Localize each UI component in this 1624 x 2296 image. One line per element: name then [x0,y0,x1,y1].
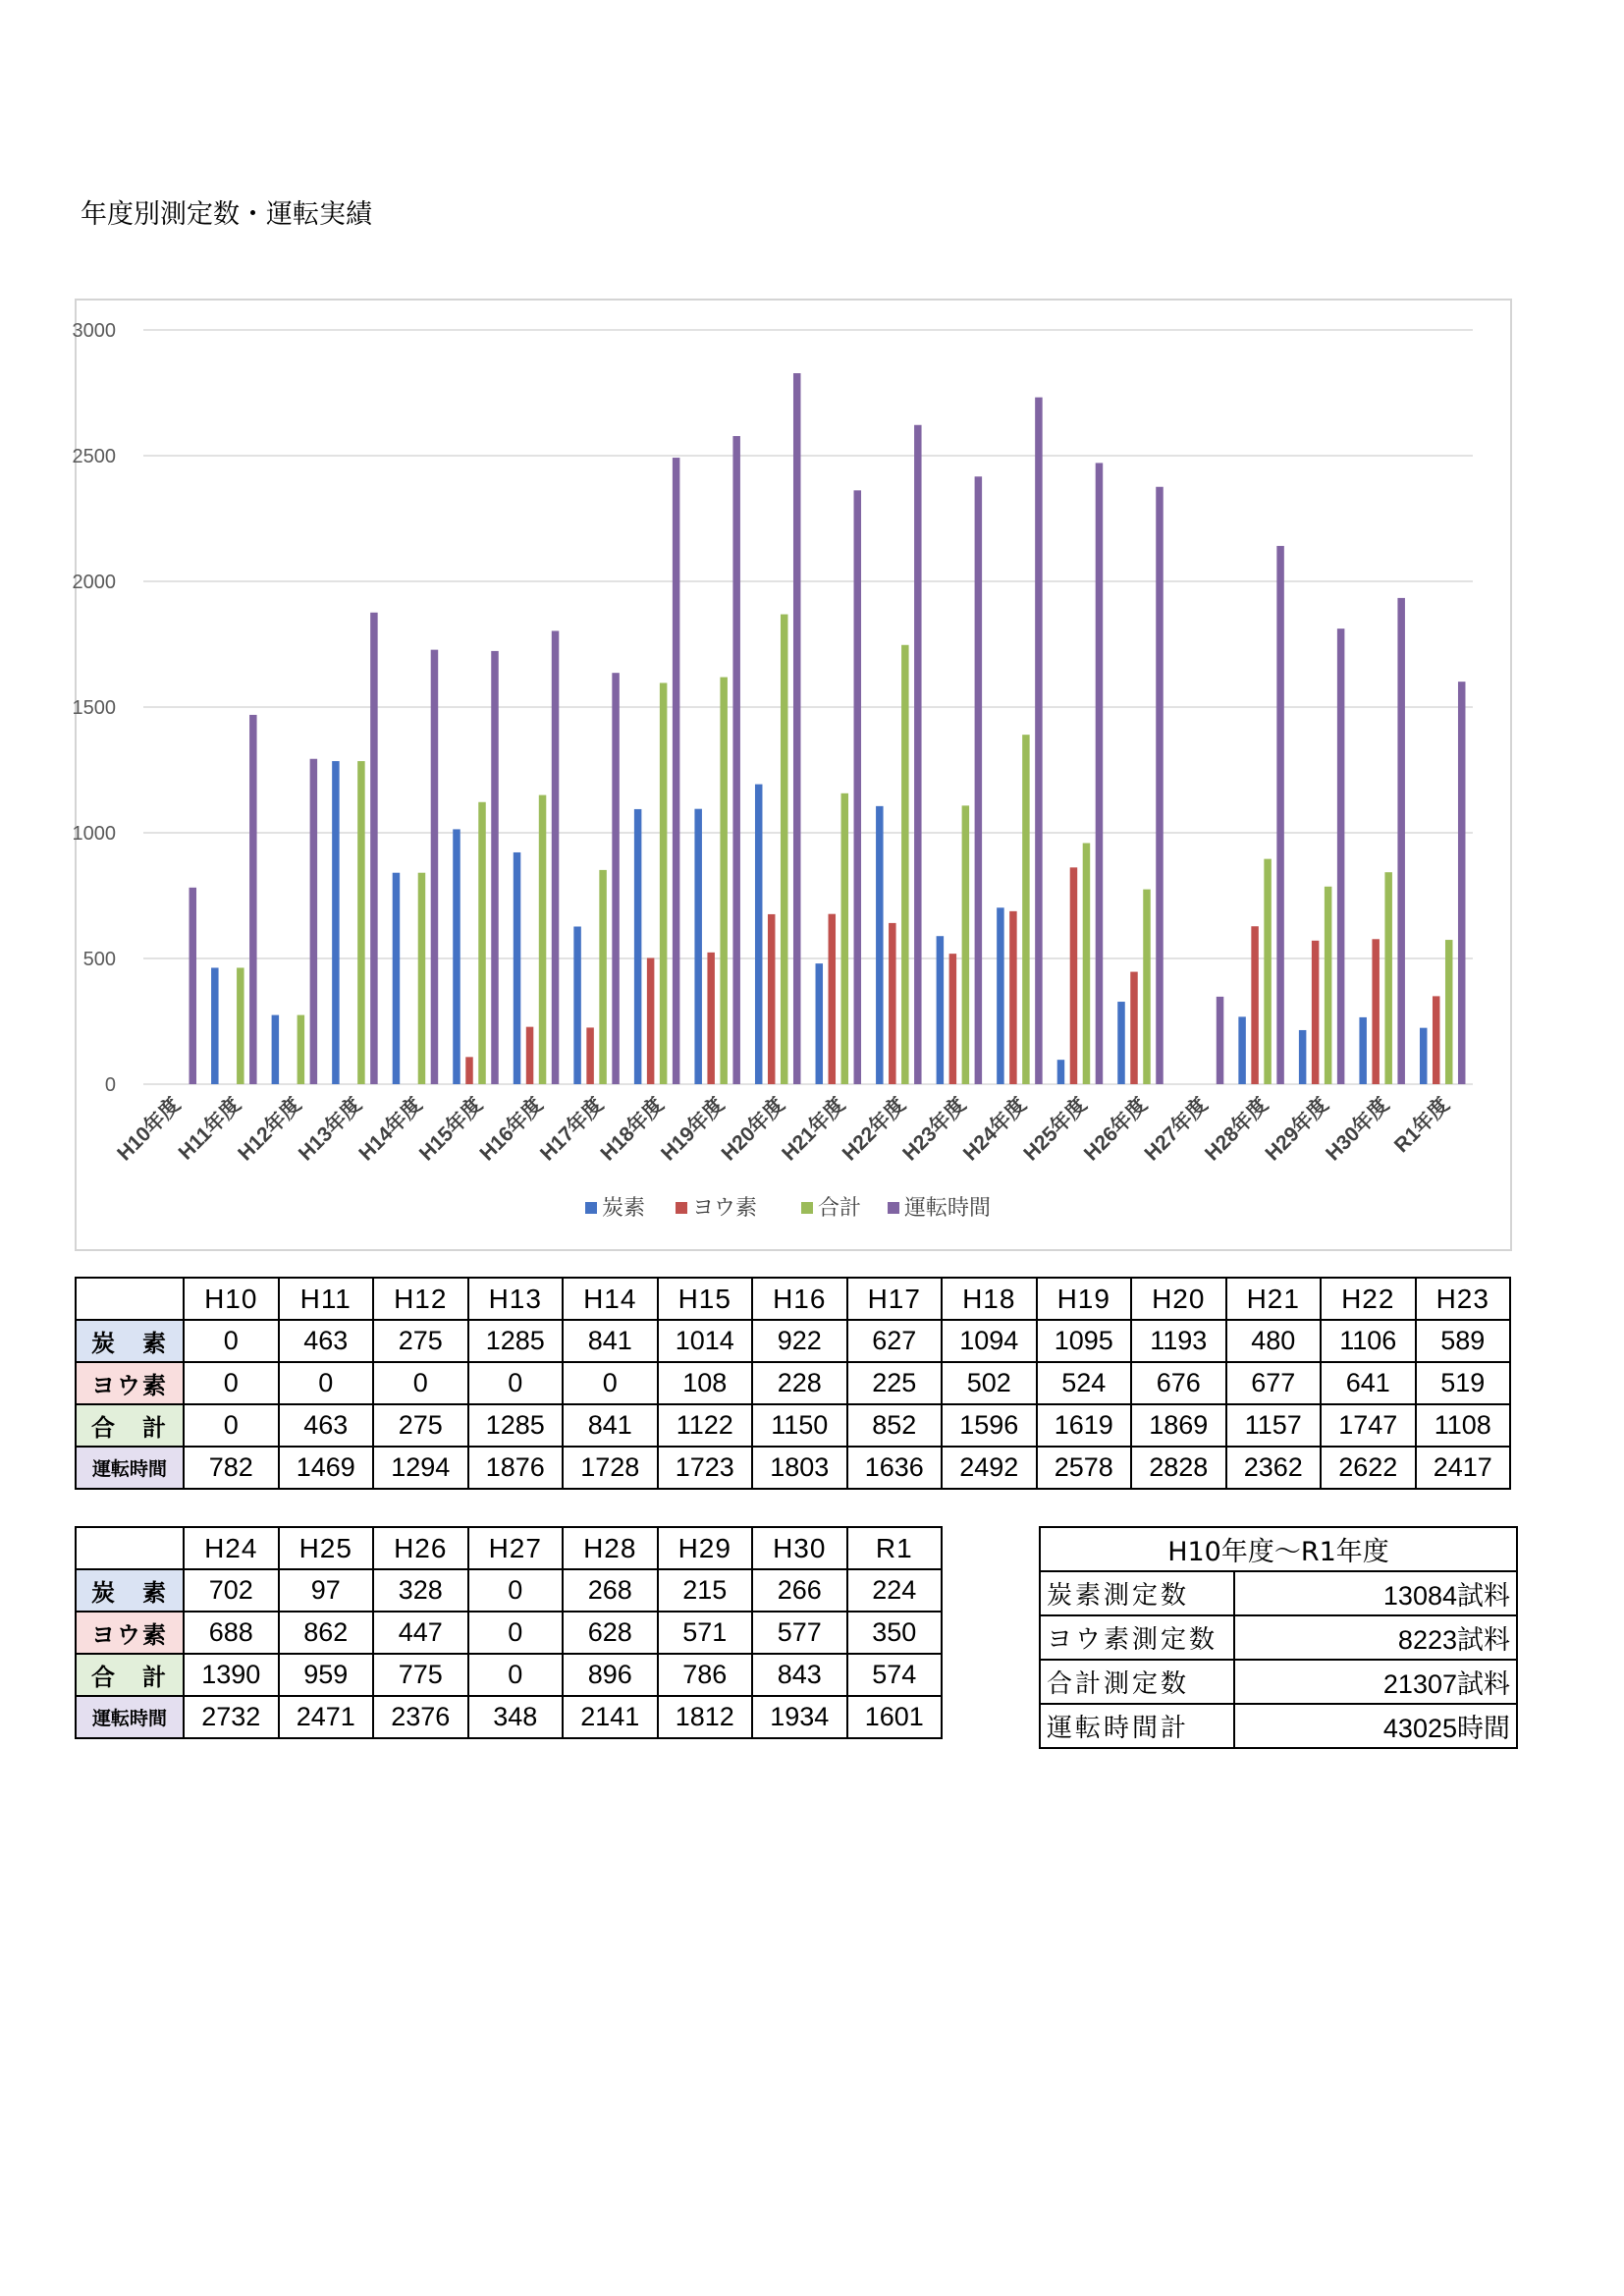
x-tick-label: H18年度 [596,1093,669,1166]
table-row [76,1447,1510,1489]
summary-label: 運転時間計 [1040,1704,1234,1748]
table-cell: 224 [847,1569,943,1612]
table-cell: 2732 [184,1696,279,1738]
legend-label: 炭素 [602,1196,646,1221]
bar-3 [1325,887,1332,1084]
table-cell: 328 [373,1569,468,1612]
table-cell: 1619 [1037,1404,1132,1447]
summary-label: 合計測定数 [1040,1660,1234,1704]
table-cell: 1157 [1226,1404,1322,1447]
table-cell: 1193 [1131,1320,1226,1362]
table-cell: 2141 [563,1696,658,1738]
bar-4 [975,476,983,1084]
bar-1 [453,829,460,1084]
year-header: H26 [373,1527,468,1569]
bar-2 [1070,867,1078,1084]
summary-row [1040,1660,1517,1704]
table-cell: 628 [563,1612,658,1654]
year-header: H15 [658,1278,753,1320]
table-cell: 463 [279,1320,374,1362]
year-header: H14 [563,1278,658,1320]
table-cell: 1122 [658,1404,753,1447]
table-cell: 215 [658,1569,753,1612]
table-cell: 574 [847,1654,943,1696]
table-cell: 702 [184,1569,279,1612]
bar-4 [732,436,740,1084]
bar-3 [418,873,426,1084]
bar-3 [298,1015,305,1084]
x-tick-label: H23年度 [898,1093,971,1166]
table-cell: 1150 [752,1404,847,1447]
summary-table [1039,1526,1518,1749]
legend-swatch [888,1202,899,1214]
bar-1 [1117,1002,1125,1084]
bar-1 [1359,1017,1367,1084]
table-cell: 786 [658,1654,753,1696]
x-tick-label: H16年度 [475,1093,548,1166]
x-tick-label: H21年度 [778,1093,850,1166]
bar-4 [1035,398,1043,1084]
table-cell: 1014 [658,1320,753,1362]
table-cell: 1636 [847,1447,943,1489]
x-tick-label: H13年度 [294,1093,366,1166]
summary-label: 炭素測定数 [1040,1571,1234,1615]
year-header: H16 [752,1278,847,1320]
table-cell: 228 [752,1362,847,1404]
bar-4 [189,888,197,1084]
bar-4 [1156,487,1164,1084]
year-header: H28 [563,1527,658,1569]
table-cell: 1869 [1131,1404,1226,1447]
table-header-row [76,1278,1510,1320]
yearly-table-h10-h23 [75,1277,1511,1490]
bar-4 [1337,629,1345,1084]
table-cell: 841 [563,1404,658,1447]
bar-3 [1445,940,1453,1084]
year-header: R1 [847,1527,943,1569]
bar-4 [249,715,257,1084]
year-header: H10 [184,1278,279,1320]
bar-1 [1057,1060,1065,1084]
bar-2 [1372,939,1380,1084]
table-cell: 268 [563,1569,658,1612]
row-label: 炭 素 [76,1569,184,1612]
year-header: H21 [1226,1278,1322,1320]
table-cell: 524 [1037,1362,1132,1404]
year-header: H22 [1321,1278,1416,1320]
row-label: ヨウ素 [76,1612,184,1654]
table-corner-cell [76,1278,184,1320]
table-row [76,1362,1510,1404]
bar-4 [310,759,318,1084]
table-cell: 0 [184,1404,279,1447]
bar-2 [768,914,776,1084]
bar-4 [1458,682,1466,1084]
legend-swatch [585,1202,597,1214]
bar-1 [1420,1028,1428,1084]
table-cell: 2471 [279,1696,374,1738]
table-cell: 108 [658,1362,753,1404]
x-tick-label: H26年度 [1079,1093,1153,1166]
table-cell: 1106 [1321,1320,1416,1362]
year-header: H30 [752,1527,847,1569]
table-cell: 0 [468,1654,564,1696]
table-cell: 447 [373,1612,468,1654]
summary-value: 43025時間 [1234,1704,1517,1748]
table-cell: 0 [184,1320,279,1362]
bar-1 [937,936,945,1084]
table-cell: 896 [563,1654,658,1696]
summary-label: ヨウ素測定数 [1040,1615,1234,1660]
table-cell: 1803 [752,1447,847,1489]
bar-3 [781,615,788,1084]
table-cell: 225 [847,1362,943,1404]
x-tick-label: H20年度 [717,1093,789,1166]
y-tick-label: 0 [104,1074,116,1096]
bar-1 [694,809,702,1084]
legend-label: ヨウ素 [692,1196,758,1221]
row-label: 合 計 [76,1404,184,1447]
bar-1 [211,967,219,1084]
x-tick-label: H14年度 [354,1093,427,1166]
table-cell: 0 [468,1612,564,1654]
x-tick-label: H25年度 [1019,1093,1092,1166]
row-label: 炭 素 [76,1320,184,1362]
bar-4 [793,373,801,1084]
bar-4 [1276,546,1284,1084]
table-cell: 2376 [373,1696,468,1738]
table-corner-cell [76,1527,184,1569]
table-cell: 2417 [1416,1447,1511,1489]
table-cell: 676 [1131,1362,1226,1404]
table-row [76,1612,942,1654]
bar-2 [1009,911,1017,1084]
table-cell: 852 [847,1404,943,1447]
bar-4 [370,613,378,1084]
bar-4 [673,458,680,1084]
bar-3 [599,870,607,1084]
legend-label: 運転時間 [904,1196,992,1221]
table-cell: 782 [184,1447,279,1489]
table-cell: 641 [1321,1362,1416,1404]
bar-4 [914,425,922,1084]
table-cell: 775 [373,1654,468,1696]
table-cell: 677 [1226,1362,1322,1404]
bar-4 [1217,997,1224,1084]
bar-2 [1251,926,1259,1084]
table-cell: 862 [279,1612,374,1654]
y-tick-label: 2000 [72,572,116,593]
bar-chart [72,301,1510,1249]
row-label: 運転時間 [76,1447,184,1489]
table-cell: 589 [1416,1320,1511,1362]
bar-1 [332,761,340,1084]
bar-3 [660,683,668,1084]
table-cell: 1469 [279,1447,374,1489]
table-cell: 1596 [942,1404,1037,1447]
table-cell: 519 [1416,1362,1511,1404]
table-cell: 1601 [847,1696,943,1738]
table-cell: 688 [184,1612,279,1654]
bar-4 [612,673,620,1084]
bar-1 [393,873,401,1084]
bar-1 [573,926,581,1084]
year-header: H17 [847,1278,943,1320]
table-header-row [76,1527,942,1569]
bar-3 [1083,843,1091,1084]
bar-1 [816,963,824,1084]
legend-swatch [676,1202,687,1214]
y-tick-label: 1000 [72,823,116,845]
table-cell: 97 [279,1569,374,1612]
table-cell: 577 [752,1612,847,1654]
summary-header-row [1040,1527,1517,1571]
y-tick-label: 3000 [72,320,116,342]
x-tick-label: H15年度 [414,1093,488,1166]
bar-3 [962,805,970,1084]
summary-value: 21307試料 [1234,1660,1517,1704]
table-cell: 1812 [658,1696,753,1738]
table-cell: 1934 [752,1696,847,1738]
x-tick-label: H29年度 [1261,1093,1333,1166]
bar-2 [1130,972,1138,1084]
table-row [76,1654,942,1696]
table-cell: 266 [752,1569,847,1612]
summary-row [1040,1615,1517,1660]
table-cell: 0 [184,1362,279,1404]
table-cell: 480 [1226,1320,1322,1362]
table-cell: 463 [279,1404,374,1447]
bar-3 [357,761,365,1084]
bar-3 [1384,872,1392,1084]
bar-3 [478,802,486,1084]
summary-value: 8223試料 [1234,1615,1517,1660]
bar-2 [707,953,715,1084]
legend-swatch [801,1202,813,1214]
bar-1 [1238,1016,1246,1084]
page-title: 年度別測定数・運転実績 [81,199,372,230]
x-tick-label: H22年度 [838,1093,910,1166]
table-row [76,1696,942,1738]
table-cell: 348 [468,1696,564,1738]
table-cell: 2578 [1037,1447,1132,1489]
table-cell: 841 [563,1320,658,1362]
x-tick-label: H10年度 [113,1093,186,1166]
bar-4 [1096,463,1104,1084]
bar-3 [1022,735,1030,1084]
year-header: H24 [184,1527,279,1569]
table-cell: 1747 [1321,1404,1416,1447]
table-cell: 350 [847,1612,943,1654]
bar-4 [431,650,439,1084]
bar-1 [514,852,521,1084]
summary-header: H10年度～R1年度 [1040,1527,1517,1571]
x-tick-label: R1年度 [1389,1093,1454,1158]
x-tick-label: H12年度 [234,1093,306,1166]
bar-3 [539,795,547,1084]
x-tick-label: H11年度 [174,1093,245,1165]
table-cell: 1294 [373,1447,468,1489]
table-row [76,1404,1510,1447]
year-header: H20 [1131,1278,1226,1320]
bar-2 [1312,941,1320,1084]
table-cell: 2492 [942,1447,1037,1489]
table-cell: 1108 [1416,1404,1511,1447]
table-cell: 1723 [658,1447,753,1489]
y-tick-label: 1500 [72,697,116,719]
year-header: H25 [279,1527,374,1569]
table-cell: 0 [468,1569,564,1612]
bar-4 [1397,598,1405,1084]
table-cell: 502 [942,1362,1037,1404]
row-label: 運転時間 [76,1696,184,1738]
table-cell: 0 [373,1362,468,1404]
table-cell: 0 [279,1362,374,1404]
bar-2 [526,1027,534,1084]
year-header: H13 [468,1278,564,1320]
table-cell: 1285 [468,1404,564,1447]
table-cell: 1285 [468,1320,564,1362]
table-cell: 1094 [942,1320,1037,1362]
table-cell: 2362 [1226,1447,1322,1489]
table-row [76,1320,1510,1362]
bar-2 [647,957,655,1084]
table-row [76,1569,942,1612]
table-cell: 0 [468,1362,564,1404]
year-header: H29 [658,1527,753,1569]
table-cell: 843 [752,1654,847,1696]
bar-2 [889,923,896,1084]
bar-4 [552,630,560,1084]
bar-3 [720,678,728,1084]
x-tick-label: H17年度 [535,1093,609,1166]
legend-label: 合計 [818,1196,862,1221]
chart-frame [72,299,1512,1251]
table-cell: 275 [373,1320,468,1362]
y-tick-label: 500 [82,949,116,970]
table-cell: 275 [373,1404,468,1447]
table-cell: 1876 [468,1447,564,1489]
bar-3 [237,967,244,1084]
table-cell: 2622 [1321,1447,1416,1489]
bar-1 [876,806,884,1084]
x-tick-label: H30年度 [1322,1093,1394,1166]
table-cell: 2828 [1131,1447,1226,1489]
bar-4 [491,651,499,1084]
bar-1 [1299,1030,1307,1084]
bar-1 [997,907,1004,1084]
bar-3 [1264,859,1272,1084]
bar-1 [272,1015,280,1084]
bar-2 [949,954,957,1084]
table-cell: 959 [279,1654,374,1696]
table-cell: 922 [752,1320,847,1362]
bar-1 [634,809,642,1084]
x-tick-label: H24年度 [958,1093,1031,1166]
table-cell: 1728 [563,1447,658,1489]
year-header: H18 [942,1278,1037,1320]
bar-2 [465,1057,473,1084]
row-label: 合 計 [76,1654,184,1696]
bar-2 [829,914,837,1084]
year-header: H12 [373,1278,468,1320]
summary-row [1040,1571,1517,1615]
year-header: H19 [1037,1278,1132,1320]
row-label: ヨウ素 [76,1362,184,1404]
table-cell: 571 [658,1612,753,1654]
summary-value: 13084試料 [1234,1571,1517,1615]
year-header: H23 [1416,1278,1511,1320]
y-tick-label: 2500 [72,446,116,467]
year-header: H27 [468,1527,564,1569]
bar-3 [841,793,849,1084]
bar-2 [1433,996,1440,1084]
bar-4 [854,490,862,1084]
table-cell: 1095 [1037,1320,1132,1362]
table-cell: 1390 [184,1654,279,1696]
year-header: H11 [279,1278,374,1320]
summary-row [1040,1704,1517,1748]
yearly-table-h24-r1 [75,1526,943,1739]
x-tick-label: H27年度 [1140,1093,1213,1166]
bar-2 [586,1027,594,1084]
bar-1 [755,785,763,1084]
x-tick-label: H28年度 [1200,1093,1273,1166]
bar-3 [901,645,909,1084]
table-cell: 0 [563,1362,658,1404]
x-tick-label: H19年度 [657,1093,730,1166]
bar-3 [1143,890,1151,1084]
table-cell: 627 [847,1320,943,1362]
